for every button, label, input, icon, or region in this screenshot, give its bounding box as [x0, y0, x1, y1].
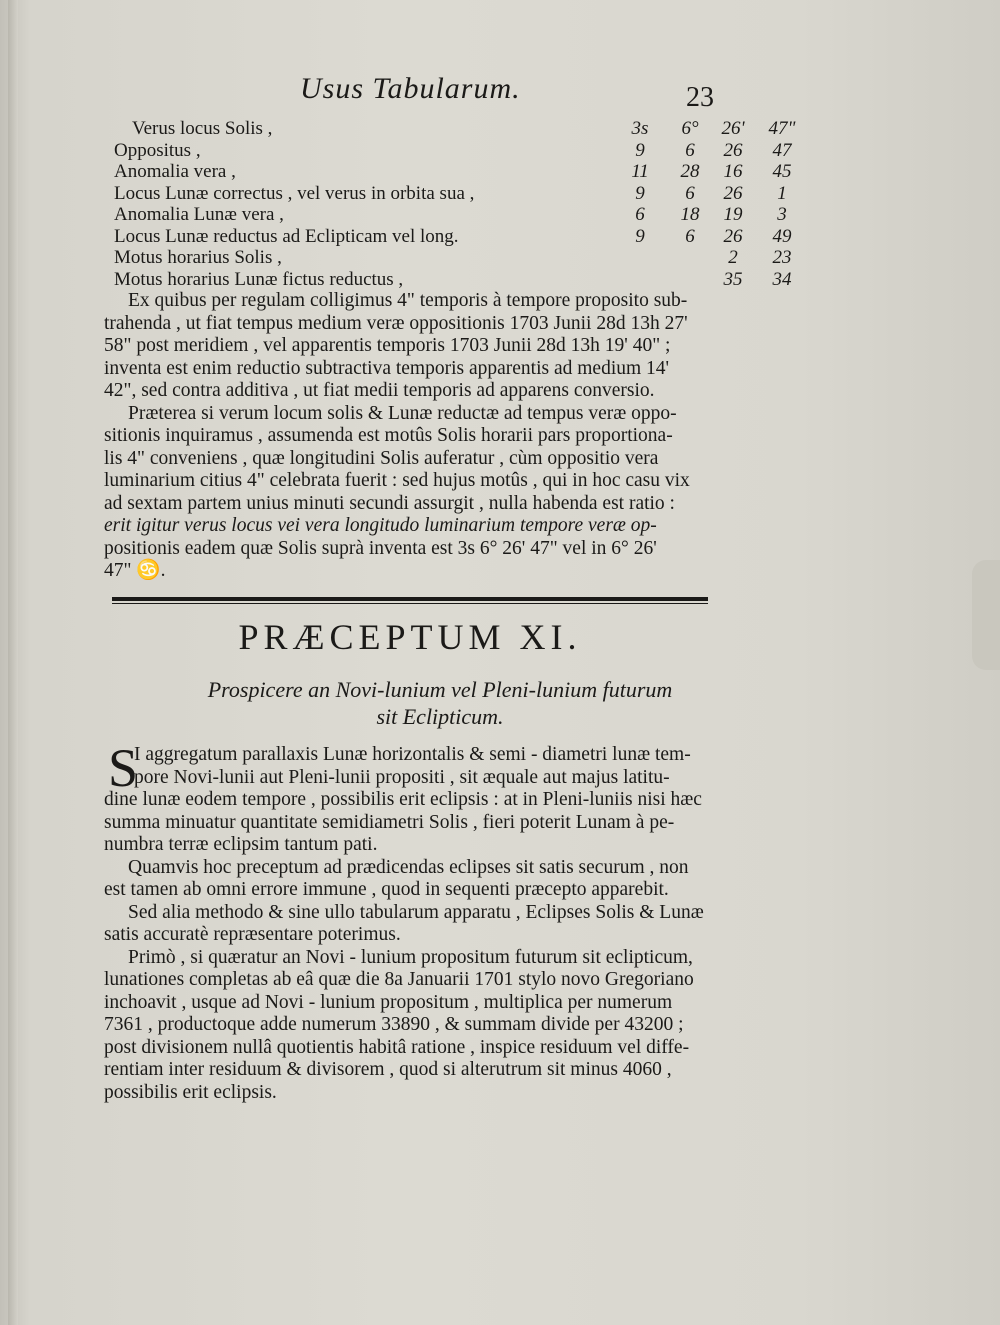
value-seconds: 45: [772, 161, 792, 182]
text-line: lunationes completas ab eâ quæ die 8a Januarii 1701 stylo novo Gregoriano: [104, 969, 694, 990]
text-line: lis 4" conveniens , quæ longitudini Solis auferatur , cùm oppositio vera: [104, 447, 659, 469]
text-line: 47" ♋.: [104, 560, 166, 581]
page-edge-tab: [972, 560, 1000, 670]
paragraph-ex-quibus: [104, 290, 716, 583]
value-minutes: 26: [723, 139, 743, 161]
value-degrees: 6°: [681, 118, 699, 139]
subtitle-line: Prospicere an Novi-lunium vel Pleni-lunium futurum: [207, 677, 673, 702]
text-line: dine lunæ eodem tempore , possibilis erit eclipsis : at in Pleni-luniis nisi hæc: [104, 789, 702, 810]
value-seconds: 47: [772, 139, 792, 161]
row-label: Anomalia vera ,: [114, 161, 236, 182]
table-row: [114, 247, 792, 269]
value-signs: 3s: [631, 118, 649, 139]
text-line: ad sextam partem unius minuti secundi assurgit , nulla habenda est ratio :: [104, 492, 675, 514]
text-line: summa minuatur quantitate semidiametri Solis , fieri poterit Lunam à pe-: [104, 811, 675, 833]
value-degrees: 18: [680, 204, 700, 225]
value-minutes: 26: [723, 182, 743, 204]
text-line: luminarium citius 4" celebrata fuerit : sed hujus motûs , qui in hoc casu vix: [104, 470, 690, 491]
running-head: Usus Tabularum.: [300, 72, 521, 105]
paragraph-si-aggregatum: [104, 738, 716, 1104]
value-minutes: 26: [723, 225, 743, 247]
value-degrees: 28: [680, 161, 700, 182]
text-line: I aggregatum parallaxis Lunæ horizontalis & semi - diametri lunæ tem-: [134, 744, 691, 765]
text-line: trahenda , ut fiat tempus medium veræ oppositionis 1703 Junii 28d 13h 27': [104, 312, 688, 334]
page-number: 23: [686, 82, 714, 113]
value-minutes: 35: [723, 268, 743, 290]
value-minutes: 16: [723, 161, 743, 182]
row-label: Oppositus ,: [114, 139, 201, 161]
value-signs: 9: [635, 139, 645, 161]
text-line: Primò , si quæratur an Novi - lunium propositum futurum sit eclipticum,: [128, 946, 693, 968]
gutter-shadow: [8, 0, 18, 1325]
text-line: numbra terræ eclipsim tantum pati.: [104, 834, 378, 855]
value-minutes: 19: [723, 204, 743, 225]
section-subtitle: [160, 676, 720, 730]
value-minutes: 2: [728, 247, 738, 268]
text-line: post divisionem nullâ quotientis habitâ ratione , inspice residuum vel diffe-: [104, 1036, 690, 1058]
value-degrees: 6: [685, 139, 695, 161]
value-seconds: 1: [777, 182, 787, 204]
text-line: 7361 , productoque adde numerum 33890 , & summam divide per 43200 ;: [104, 1014, 684, 1035]
row-label: Motus horarius Solis ,: [114, 247, 282, 268]
table-row: [114, 225, 792, 248]
value-signs: 11: [631, 161, 649, 182]
text-line: satis accuratè repræsentare poterimus.: [104, 924, 401, 945]
table-row: [114, 268, 792, 291]
text-line: Ex quibus per regulam colligimus 4" temporis à tempore proposito sub-: [128, 290, 688, 311]
text-line: inventa est enim reductio subtractiva temporis apparentis ad medium 14': [104, 357, 670, 379]
text-line: 42", sed contra additiva , ut fiat medii temporis ad apparens conversio.: [104, 380, 655, 401]
section-divider-thin: [112, 603, 708, 604]
text-line: Sed alia methodo & sine ullo tabularum apparatu , Eclipses Solis & Lunæ: [128, 901, 704, 923]
text-line: inchoavit , usque ad Novi - lunium propositum , multiplica per numerum: [104, 991, 673, 1013]
value-signs: 9: [635, 182, 645, 204]
text-line: Præterea si verum locum solis & Lunæ reductæ ad tempus veræ oppo-: [128, 402, 677, 424]
text-line: rentiam inter residuum & divisorem , quod si alterutrum sit minus 4060 ,: [104, 1059, 672, 1080]
table-row: [114, 182, 787, 205]
section-divider: [112, 597, 708, 601]
table-row: [114, 139, 792, 162]
value-minutes: 26': [721, 118, 745, 139]
text-line: 58" post meridiem , vel apparentis temporis 1703 Junii 28d 13h 19' 40" ;: [104, 335, 671, 356]
row-label: Locus Lunæ reductus ad Eclipticam vel long.: [114, 225, 459, 247]
table-row: [114, 204, 787, 226]
values-table: [114, 118, 796, 290]
text-line: sitionis inquiramus , assumenda est motûs Solis horarii pars proportiona-: [104, 425, 673, 446]
value-degrees: 6: [685, 182, 695, 204]
value-signs: 6: [635, 204, 645, 225]
row-label: Anomalia Lunæ vera ,: [114, 204, 284, 225]
value-seconds: 34: [772, 268, 792, 290]
text-line: erit igitur verus locus vei vera longitudo luminarium tempore veræ op-: [104, 515, 657, 536]
section-title: PRÆCEPTUM XI.: [238, 617, 582, 657]
row-label: Verus locus Solis ,: [132, 118, 273, 139]
text-line: est tamen ab omni errore immune , quod in sequenti præcepto apparebit.: [104, 879, 669, 900]
drop-capital: S: [108, 738, 139, 798]
value-seconds: 23: [772, 247, 792, 268]
table-row: [114, 161, 792, 183]
value-signs: 9: [635, 225, 645, 247]
row-label: Locus Lunæ correctus , vel verus in orbita sua ,: [114, 182, 475, 204]
value-seconds: 47": [768, 118, 796, 139]
value-seconds: 49: [772, 225, 792, 247]
value-degrees: 6: [685, 225, 695, 247]
value-seconds: 3: [777, 204, 787, 225]
text-line: positionis eadem quæ Solis suprà inventa est 3s 6° 26' 47" vel in 6° 26': [104, 537, 657, 559]
table-row: [114, 118, 796, 140]
row-label: Motus horarius Lunæ fictus reductus ,: [114, 268, 404, 290]
subtitle-line: sit Eclipticum.: [376, 704, 504, 729]
text-line: pore Novi-lunii aut Pleni-lunii propositi , sit æquale aut majus latitu-: [134, 766, 670, 788]
text-line: Quamvis hoc preceptum ad prædicendas eclipses sit satis securum , non: [128, 856, 689, 878]
text-line: possibilis erit eclipsis.: [104, 1081, 277, 1103]
